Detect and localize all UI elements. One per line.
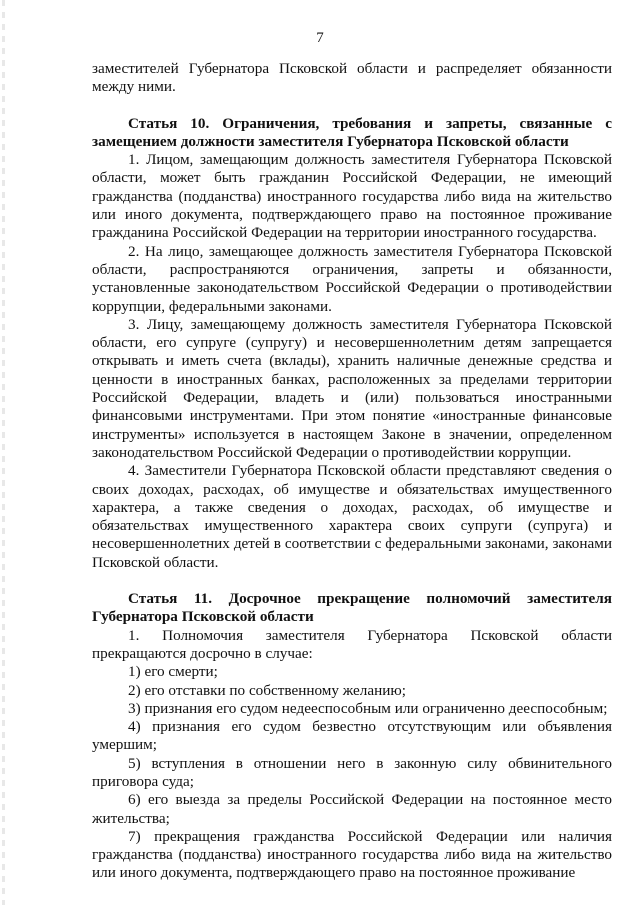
list-item: 4) признания его судом безвестно отсутствующим или объявления умершим; xyxy=(92,718,612,754)
list-item: 7) прекращения гражданства Российской Федерации или наличия гражданства (подданства) иностранного государства либо вида на жительство или иного документа, подтверждающего право на постоянное проживание xyxy=(92,827,612,882)
scan-edge xyxy=(2,0,5,905)
article-10-heading: Статья 10. Ограничения, требования и запреты, связанные с замещением должности заместителя Губернатора Псковской области xyxy=(92,114,612,150)
intro-paragraph: заместителей Губернатора Псковской области и распределяет обязанности между ними. xyxy=(92,60,612,96)
page-number: 7 xyxy=(316,30,324,46)
article-10-paragraph-3: 3. Лицу, замещающему должность заместителя Губернатора Псковской области, его супруге (супругу) и несовершеннолетним детям запрещается открывать и иметь счета (вклады), хранить наличные денежные средства и ценности в иностранных банках, расположенных за пределами территории Российской Федерации, владеть и (или) пользоваться иностранными финансовыми инструментами. При этом понятие «иностранные финансовые инструменты» используется в настоящем Законе в значении, определенном законодательством Российской Федерации о противодействии коррупции. xyxy=(92,315,612,461)
article-10-paragraph-1: 1. Лицом, замещающим должность заместителя Губернатора Псковской области, может быть гражданин Российской Федерации, не имеющий гражданства (подданства) иностранного государства либо вида на жительство или иного документа, подтверждающего право на постоянное проживание гражданина Российской Федерации на территории иностранного государства. xyxy=(92,151,612,242)
article-10-paragraph-2: 2. На лицо, замещающее должность заместителя Губернатора Псковской области, распространяются ограничения, запреты и обязанности, установленные законодательством Российской Федерации о противодействии коррупции, федеральными законами. xyxy=(92,242,612,315)
list-item: 3) признания его судом недееспособным или ограниченно дееспособным; xyxy=(128,699,608,717)
article-11-paragraph-1: 1. Полномочия заместителя Губернатора Псковской области прекращаются досрочно в случае: xyxy=(92,626,612,662)
list-item: 2) его отставки по собственному желанию; xyxy=(128,681,406,699)
list-item: 6) его выезда за пределы Российской Федерации на постоянное место жительства; xyxy=(92,791,612,827)
list-item: 5) вступления в отношении него в законную силу обвинительного приговора суда; xyxy=(92,754,612,790)
article-11-heading: Статья 11. Досрочное прекращение полномочий заместителя Губернатора Псковской области xyxy=(92,590,612,626)
list-item: 1) его смерти; xyxy=(128,663,218,681)
document-body xyxy=(92,60,612,883)
article-10-paragraph-4: 4. Заместители Губернатора Псковской области представляют сведения о своих доходах, расходах, об имуществе и обязательствах имущественного характера, а также сведения о доходах, расходах, об имуществе и обязательствах имущественного характера своих супруги (супруга) и несовершеннолетних детей в соответствии с федеральными законами, законами Псковской области. xyxy=(92,462,612,571)
